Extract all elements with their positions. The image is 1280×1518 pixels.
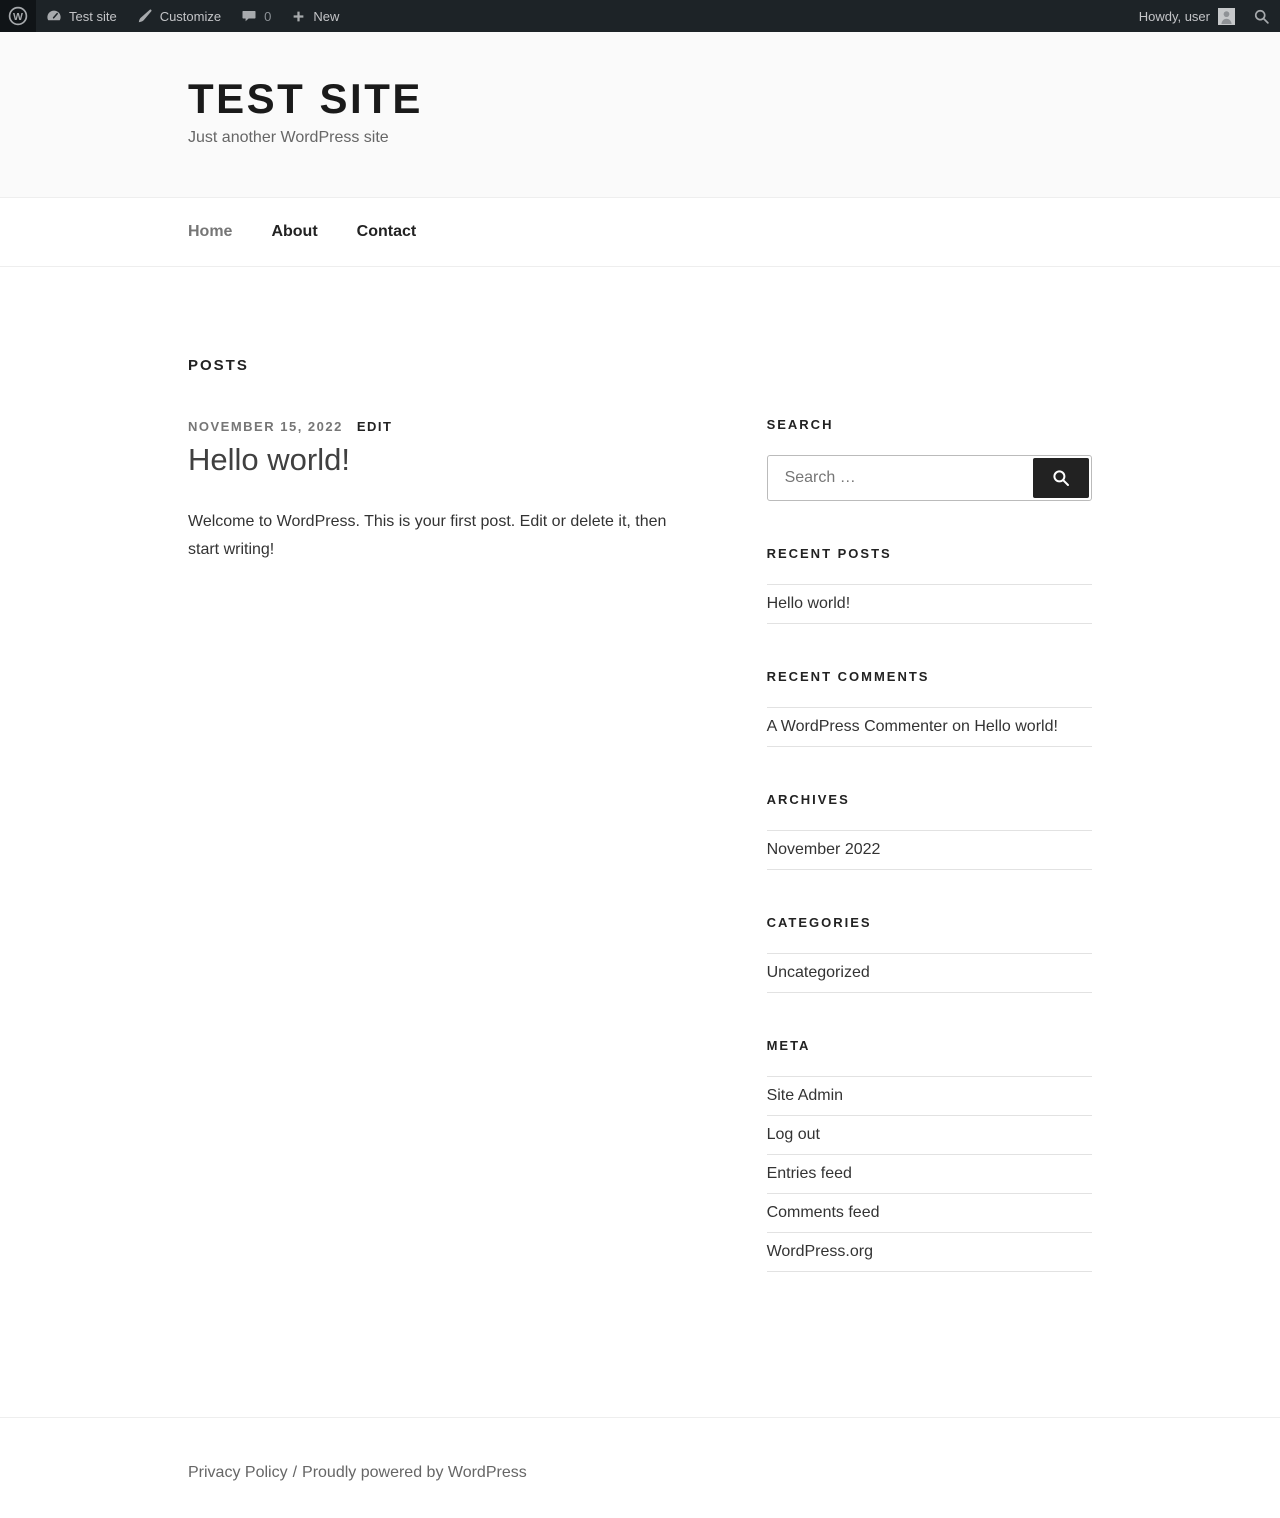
search-magnifier-icon bbox=[1051, 468, 1071, 488]
category-link[interactable]: Uncategorized bbox=[766, 964, 870, 981]
wp-admin-bar bbox=[0, 0, 1280, 32]
svg-text:W: W bbox=[13, 10, 23, 23]
wp-logo-button[interactable] bbox=[0, 0, 36, 32]
post-title-link[interactable]: Hello world! bbox=[188, 442, 350, 477]
list-item bbox=[767, 954, 1092, 993]
meta-site-admin-link[interactable]: Site Admin bbox=[766, 1087, 844, 1104]
dashboard-gauge-icon bbox=[46, 8, 62, 24]
comment-author-link[interactable]: A WordPress Commenter bbox=[766, 718, 948, 735]
post-excerpt: Welcome to WordPress. This is your first post. Edit or delete it, then start writing! bbox=[188, 513, 667, 558]
posts-section-title: POSTS bbox=[188, 357, 249, 374]
post-date-link[interactable]: NOVEMBER 15, 2022 bbox=[188, 419, 343, 434]
nav-item-home[interactable]: Home bbox=[188, 223, 233, 240]
sidebar bbox=[767, 267, 1092, 1317]
plus-icon bbox=[291, 9, 306, 24]
admin-bar-howdy-label: Howdy, user bbox=[1138, 8, 1210, 24]
nav-item-about[interactable]: About bbox=[271, 223, 318, 240]
comment-connector: on bbox=[947, 718, 975, 735]
footer-separator: / bbox=[292, 1464, 298, 1481]
meta-title: META bbox=[766, 1038, 811, 1053]
admin-bar-search-icon[interactable] bbox=[1243, 0, 1280, 32]
search-form bbox=[767, 455, 1092, 501]
user-avatar bbox=[1218, 8, 1235, 25]
categories-title: CATEGORIES bbox=[766, 915, 872, 930]
site-footer bbox=[0, 1417, 1280, 1518]
list-item bbox=[767, 1194, 1092, 1233]
admin-bar-site-name[interactable] bbox=[36, 0, 127, 32]
archive-link[interactable]: November 2022 bbox=[766, 841, 881, 858]
admin-bar-new[interactable] bbox=[281, 0, 349, 32]
list-item bbox=[767, 831, 1092, 870]
admin-bar-customize[interactable] bbox=[127, 0, 231, 32]
meta-log-out-link[interactable]: Log out bbox=[766, 1126, 820, 1143]
comment-bubble-icon bbox=[241, 8, 257, 24]
post-article bbox=[188, 419, 712, 563]
recent-comments-widget bbox=[767, 669, 1092, 747]
meta-entries-feed-link[interactable]: Entries feed bbox=[766, 1165, 852, 1182]
admin-bar-customize-label: Customize bbox=[159, 8, 222, 24]
list-item bbox=[767, 1077, 1092, 1116]
recent-comments-title: RECENT COMMENTS bbox=[766, 669, 930, 684]
nav-item-contact[interactable]: Contact bbox=[356, 223, 417, 240]
comment-post-link[interactable]: Hello world! bbox=[974, 718, 1058, 735]
admin-bar-site-name-label: Test site bbox=[69, 8, 117, 24]
archives-title: ARCHIVES bbox=[766, 792, 850, 807]
admin-bar-comments[interactable] bbox=[231, 0, 281, 32]
site-tagline: Just another WordPress site bbox=[188, 129, 389, 147]
customize-brush-icon bbox=[137, 8, 153, 24]
list-item bbox=[767, 1233, 1092, 1272]
powered-by-link[interactable]: Proudly powered by WordPress bbox=[302, 1464, 527, 1481]
search-widget-title: SEARCH bbox=[766, 417, 834, 432]
recent-posts-widget bbox=[767, 546, 1092, 624]
categories-widget bbox=[767, 915, 1092, 993]
recent-posts-title: RECENT POSTS bbox=[766, 546, 892, 561]
list-item bbox=[767, 585, 1092, 624]
meta-widget bbox=[767, 1038, 1092, 1272]
meta-wordpress-org-link[interactable]: WordPress.org bbox=[766, 1243, 873, 1260]
top-navigation bbox=[0, 198, 1280, 267]
search-submit-button[interactable] bbox=[1033, 458, 1089, 498]
admin-bar-right-group bbox=[1131, 0, 1280, 32]
list-item bbox=[767, 708, 1092, 747]
content-area bbox=[140, 267, 1140, 1417]
post-edit-link[interactable]: EDIT bbox=[356, 419, 393, 434]
list-item bbox=[767, 1155, 1092, 1194]
archives-widget bbox=[767, 792, 1092, 870]
wordpress-logo-icon bbox=[8, 6, 28, 26]
recent-post-link[interactable]: Hello world! bbox=[766, 595, 851, 612]
site-header bbox=[0, 32, 1280, 198]
search-widget bbox=[767, 417, 1092, 501]
privacy-policy-link[interactable]: Privacy Policy bbox=[188, 1464, 288, 1481]
post-meta bbox=[188, 419, 712, 434]
admin-bar-my-account[interactable] bbox=[1131, 8, 1243, 25]
site-branding bbox=[188, 32, 1092, 147]
list-item bbox=[767, 1116, 1092, 1155]
admin-bar-new-label: New bbox=[313, 8, 340, 24]
site-title[interactable]: TEST SITE bbox=[188, 75, 423, 122]
admin-bar-comment-count: 0 bbox=[264, 8, 272, 24]
meta-comments-feed-link[interactable]: Comments feed bbox=[766, 1204, 880, 1221]
posts-column bbox=[188, 267, 712, 563]
